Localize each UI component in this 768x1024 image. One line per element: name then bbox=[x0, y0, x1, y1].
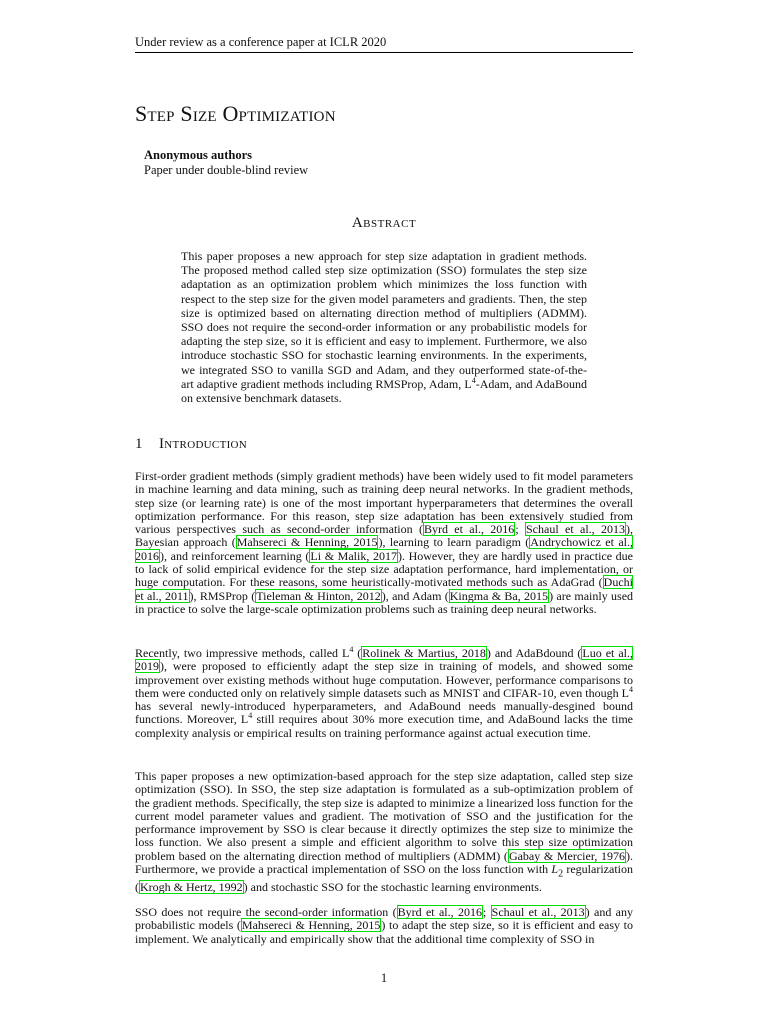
citation-link[interactable]: Li & Malik, 2017 bbox=[310, 548, 397, 563]
page-number: 1 bbox=[380, 971, 388, 985]
paragraph-text: ), Bayesian approach ( bbox=[135, 522, 634, 550]
paragraph-text: ), learning to learn paradigm ( bbox=[378, 535, 530, 550]
citation-link[interactable]: Schaul et al., 2013 bbox=[491, 905, 585, 919]
citation-link[interactable]: Krogh & Hertz, 1992 bbox=[140, 879, 243, 894]
paragraph-text: ). Furthermore, we provide a practical implementation of SSO on the loss function with bbox=[135, 848, 633, 877]
section-title: Introduction bbox=[159, 436, 248, 452]
paragraph-text: ), were proposed to efficiently adapt the step size in training of models, and showed some improvement over existing methods without huge computation. However, performance comparisons to them were conducted only on relatively simple datasets such as MNIST and CIFAR-10, even though L bbox=[135, 659, 633, 700]
citation-link[interactable]: Byrd et al., 2016 bbox=[423, 522, 515, 537]
citation-link[interactable]: Byrd et al., 2016 bbox=[397, 905, 482, 919]
paragraph-text: still requires about 30% more execution time, and AdaBound lacks the time complexity analysis or empirical results on training performance against actual execution time. bbox=[135, 712, 634, 740]
paragraph-text: SSO does not require the second-order information ( bbox=[135, 905, 397, 919]
running-header bbox=[135, 34, 633, 53]
section-number: 1 bbox=[135, 436, 143, 452]
paragraph-text: ; bbox=[515, 522, 525, 537]
paragraph-text: ) and stochastic SSO for the stochastic learning environments. bbox=[243, 879, 542, 894]
paragraph-text: ), and reinforcement learning ( bbox=[160, 548, 310, 563]
citation-link[interactable]: Kingma & Ba, 2015 bbox=[449, 588, 549, 603]
abstract-superscript: 4 bbox=[471, 375, 476, 385]
citation-link[interactable]: Tieleman & Hinton, 2012 bbox=[256, 588, 381, 603]
author-block bbox=[144, 148, 308, 178]
running-header-text: Under review as a conference paper at ICLR 2020 bbox=[135, 35, 387, 49]
paragraph-text: This paper proposes a new optimization-based approach for the step size adaptation, called step size optimization (SSO). In SSO, the step size adaptation is formulated as a sub-optimization problem of the gradient methods. Specifically, the step size is adapted to minimize a linearized loss function for the current model parameter values and gradient. The motivation of SSO and the justification for the performance improvement by SSO is clear because it directly optimizes the step size to minimize the loss function. We also present a simple and efficient algorithm to solve this step size optimization problem based on the alternating direction method of multipliers (ADMM) ( bbox=[135, 769, 633, 863]
paragraph-text: Recently, two impressive methods, called L bbox=[135, 646, 350, 660]
citation-link[interactable]: Schaul et al., 2013 bbox=[526, 522, 626, 537]
citation-link[interactable]: Mahsereci & Henning, 2015 bbox=[241, 918, 381, 933]
paragraph-1 bbox=[135, 470, 633, 616]
paragraph-text: ; bbox=[482, 905, 491, 919]
paragraph-text: First-order gradient methods (simply gradient methods) have been widely used to fit model parameters in machine learning and data mining, such as training deep neural networks. In the gradient methods, step size (or learning rate) is one of the most important hyperparameters that determines the overall optimization performance. For this reason, step size adaptation has been extensively studied from various perspectives such as second-order information ( bbox=[135, 469, 633, 537]
paragraph-text: ), RMSProp ( bbox=[189, 588, 256, 603]
paragraph-text: ) to adapt the step size, so it is efficient and easy to implement. We analytically and empirically show that the additional time complexity of SSO in bbox=[135, 918, 633, 946]
paragraph-3 bbox=[135, 770, 633, 894]
paragraph-text: ). However, they are hardly used in practice due to lack of solid empirical evidence for the step size adaptation performance, hard implementation, or huge computation. For these reasons, some heuristically-motivated methods such as AdaGrad ( bbox=[135, 548, 633, 590]
superscript: 4 bbox=[629, 684, 633, 694]
paragraph-text: ), and Adam ( bbox=[381, 588, 449, 603]
abstract-text bbox=[181, 249, 587, 405]
author-note: Paper under double-blind review bbox=[144, 163, 309, 177]
paper-title: Step Size Optimization bbox=[135, 101, 336, 126]
author-name: Anonymous authors bbox=[144, 148, 253, 162]
abstract-heading: Abstract bbox=[351, 215, 417, 231]
paragraph-text: regularization ( bbox=[135, 862, 633, 894]
abstract-text-part2: -Adam, and AdaBound on extensive benchmark datasets. bbox=[181, 376, 588, 406]
citation-link[interactable]: Andrychowicz et al., 2016 bbox=[135, 535, 633, 563]
paragraph-text: ) and AdaBdound ( bbox=[486, 646, 582, 660]
superscript: 4 bbox=[349, 645, 354, 654]
citation-link[interactable]: Rolinek & Martius, 2018 bbox=[362, 646, 486, 660]
paragraph-2 bbox=[135, 647, 633, 740]
superscript: 4 bbox=[248, 711, 253, 721]
paragraph-text: ) are mainly used in practice to solve the large-scale optimization problems such as training deep neural networks. bbox=[135, 588, 634, 616]
citation-link[interactable]: Duchi et al., 2011 bbox=[135, 575, 633, 603]
citation-link[interactable]: Gabay & Mercier, 1976 bbox=[508, 848, 625, 863]
paragraph-text: ( bbox=[353, 646, 362, 660]
paragraph-4 bbox=[135, 906, 633, 946]
paragraph-text: has several newly-introduced hyperparameters, and AdaBound needs manually-desgined bound functions. Moreover, L bbox=[135, 699, 633, 727]
section-heading-introduction bbox=[135, 435, 247, 453]
math-subscript: 2 bbox=[558, 868, 564, 880]
citation-link[interactable]: Mahsereci & Henning, 2015 bbox=[236, 535, 378, 550]
paragraph-text: ) and any probabilistic models ( bbox=[135, 905, 633, 933]
abstract-text-part1: This paper proposes a new approach for step size adaptation in gradient methods. The proposed method called step size optimization (SSO) formulates the step size adaptation as an optimization problem which minimizes the loss function with respect to the step size for the given model parameters and gradients. Then, the step size is optimized based on alternating direction method of multipliers (ADMM). SSO does not require the second-order information or any probabilistic models for adapting the step size, so it is efficient and easy to implement. Furthermore, we also introduce stochastic SSO for stochastic learning environments. In the experiments, we integrated SSO to vanilla SGD and Adam, and they outperformed state-of-the-art adaptive gradient methods including RMSProp, Adam, L bbox=[181, 249, 587, 391]
citation-link[interactable]: Luo et al., 2019 bbox=[135, 646, 633, 674]
math-symbol: L bbox=[551, 862, 559, 877]
